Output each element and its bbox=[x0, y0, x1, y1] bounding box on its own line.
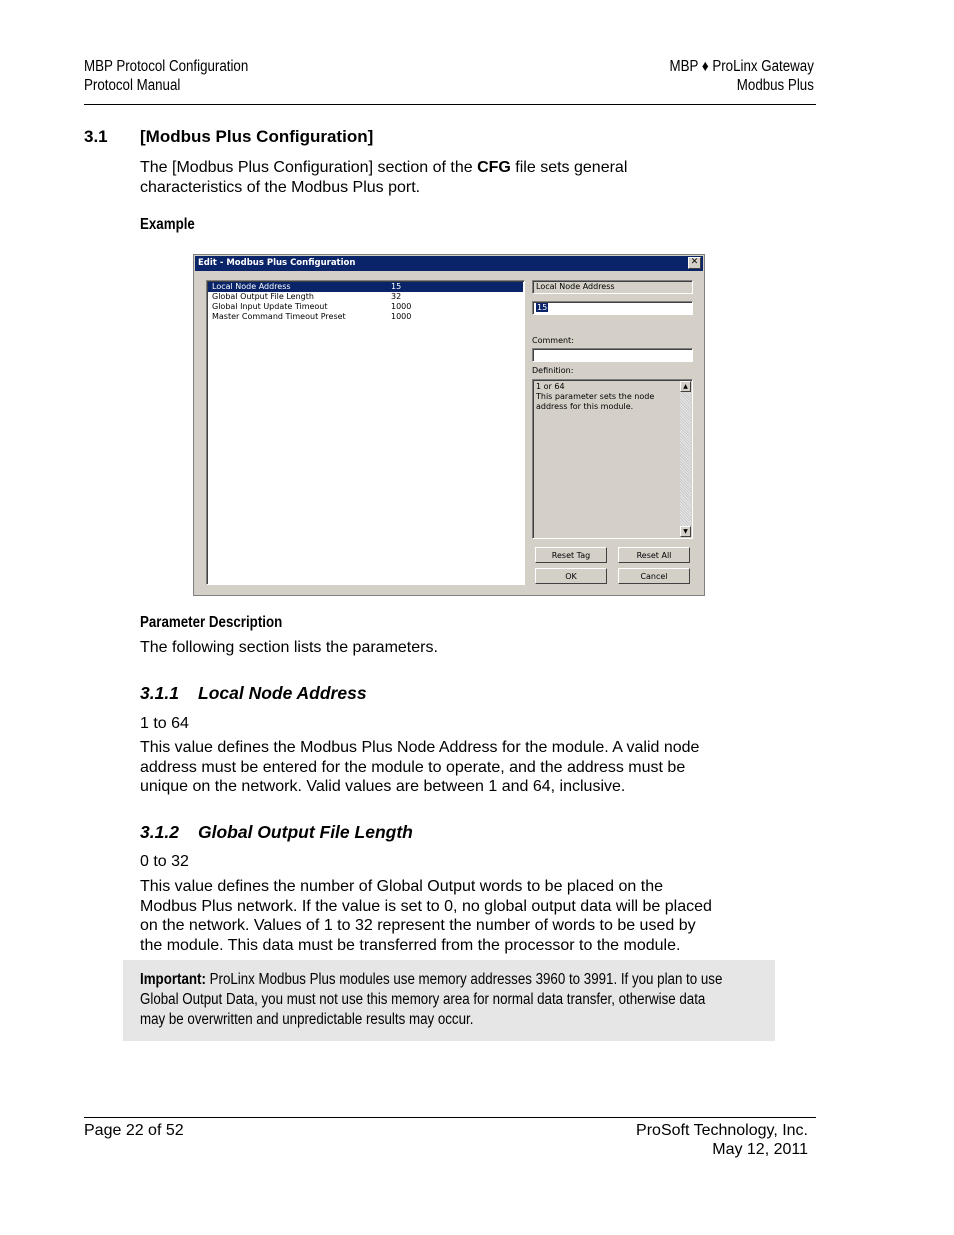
list-item[interactable] bbox=[208, 282, 523, 292]
footer-rule bbox=[84, 1117, 816, 1118]
body-line: the module. This data must be transferred from the processor to the module. bbox=[140, 936, 681, 954]
header-rule bbox=[84, 104, 816, 105]
definition-line: address for this module. bbox=[536, 402, 634, 411]
comment-label: Comment: bbox=[532, 336, 574, 345]
doc-subtitle: Protocol Manual bbox=[84, 77, 181, 94]
definition-box[interactable] bbox=[532, 379, 693, 539]
example-heading: Example bbox=[140, 216, 195, 233]
section-title: [Modbus Plus Configuration] bbox=[140, 127, 374, 146]
param-name: Global Output File Length bbox=[212, 292, 314, 301]
param-value: 15 bbox=[391, 282, 402, 291]
scroll-down-icon[interactable]: ▼ bbox=[680, 526, 691, 537]
param-value: 1000 bbox=[391, 302, 412, 311]
reset-tag-button[interactable]: Reset Tag bbox=[535, 547, 607, 563]
note-line: may be overwritten and unpredictable results may occur. bbox=[140, 1011, 474, 1028]
header-right bbox=[670, 57, 814, 95]
param-name: Local Node Address bbox=[212, 282, 291, 291]
body-line: Modbus Plus network. If the value is set to 0, no global output data will be placed bbox=[140, 897, 712, 915]
body-line: on the network. Values of 1 to 32 represent the number of words to be used by bbox=[140, 917, 696, 934]
parameter-list[interactable] bbox=[206, 280, 525, 585]
publish-date: May 12, 2011 bbox=[712, 1141, 808, 1158]
important-label: Important: bbox=[140, 971, 206, 988]
product-name: MBP ♦ ProLinx Gateway bbox=[669, 58, 814, 75]
intro-text-3: characteristics of the Modbus Plus port. bbox=[140, 178, 421, 196]
list-item[interactable] bbox=[208, 302, 523, 312]
body-line: This value defines the Modbus Plus Node Address for the module. A valid node bbox=[140, 739, 700, 756]
reset-all-button[interactable]: Reset All bbox=[618, 547, 690, 563]
section-intro bbox=[140, 158, 627, 197]
definition-line: 1 or 64 bbox=[536, 382, 565, 391]
intro-text-2: file sets general bbox=[510, 159, 628, 176]
param-value: 1000 bbox=[391, 312, 412, 321]
param-name: Global Input Update Timeout bbox=[212, 302, 328, 311]
subsection-number: 3.1.2 bbox=[140, 822, 179, 842]
dialog-titlebar bbox=[195, 256, 703, 271]
subsection-title: Local Node Address bbox=[198, 683, 367, 703]
param-value: 32 bbox=[391, 292, 402, 301]
footer-right bbox=[636, 1121, 808, 1159]
protocol-name: Modbus Plus bbox=[736, 77, 814, 94]
config-dialog bbox=[193, 254, 705, 596]
ok-button[interactable]: OK bbox=[535, 568, 607, 584]
param-desc-heading: Parameter Description bbox=[140, 614, 283, 631]
important-note-text bbox=[140, 970, 759, 1030]
body-line: unique on the network. Valid values are between 1 and 64, inclusive. bbox=[140, 778, 626, 795]
note-line: ProLinx Modbus Plus modules use memory addresses 3960 to 3991. If you plan to use bbox=[205, 971, 723, 988]
value-range: 0 to 32 bbox=[140, 853, 189, 870]
intro-text-1: The [Modbus Plus Configuration] section of the bbox=[140, 159, 478, 176]
subsection-title: Global Output File Length bbox=[198, 822, 413, 842]
section-number: 3.1 bbox=[84, 127, 108, 146]
param-name: Master Command Timeout Preset bbox=[212, 312, 346, 321]
subsection-body bbox=[140, 877, 712, 955]
intro-bold: CFG bbox=[477, 159, 511, 176]
doc-title: MBP Protocol Configuration bbox=[84, 58, 249, 75]
list-item[interactable] bbox=[208, 312, 523, 322]
param-desc-text: The following section lists the parameters. bbox=[140, 639, 438, 656]
value-range: 1 to 64 bbox=[140, 715, 189, 732]
definition-scrollbar[interactable] bbox=[680, 381, 691, 537]
body-line: This value defines the number of Global Output words to be placed on the bbox=[140, 878, 663, 895]
definition-label: Definition: bbox=[532, 366, 574, 375]
value-input[interactable] bbox=[532, 301, 693, 315]
header-left bbox=[84, 57, 248, 95]
body-line: address must be entered for the module to operate, and the address must be bbox=[140, 758, 686, 776]
cancel-button[interactable]: Cancel bbox=[618, 568, 690, 584]
note-line: Global Output Data, you must not use this memory area for normal data transfer, otherwise data bbox=[140, 991, 706, 1008]
comment-input[interactable] bbox=[532, 348, 693, 362]
close-icon[interactable]: ✕ bbox=[688, 257, 701, 269]
subsection-number: 3.1.1 bbox=[140, 683, 179, 703]
list-item[interactable] bbox=[208, 292, 523, 302]
dialog-title: Edit - Modbus Plus Configuration bbox=[198, 258, 356, 268]
subsection-body bbox=[140, 738, 699, 797]
company-name: ProSoft Technology, Inc. bbox=[636, 1122, 808, 1139]
value-input-text: 15 bbox=[537, 303, 548, 312]
page-number: Page 22 of 52 bbox=[84, 1122, 184, 1139]
definition-line: This parameter sets the node bbox=[536, 392, 655, 401]
scroll-up-icon[interactable]: ▲ bbox=[680, 381, 691, 392]
selected-param-name: Local Node Address bbox=[532, 280, 693, 294]
